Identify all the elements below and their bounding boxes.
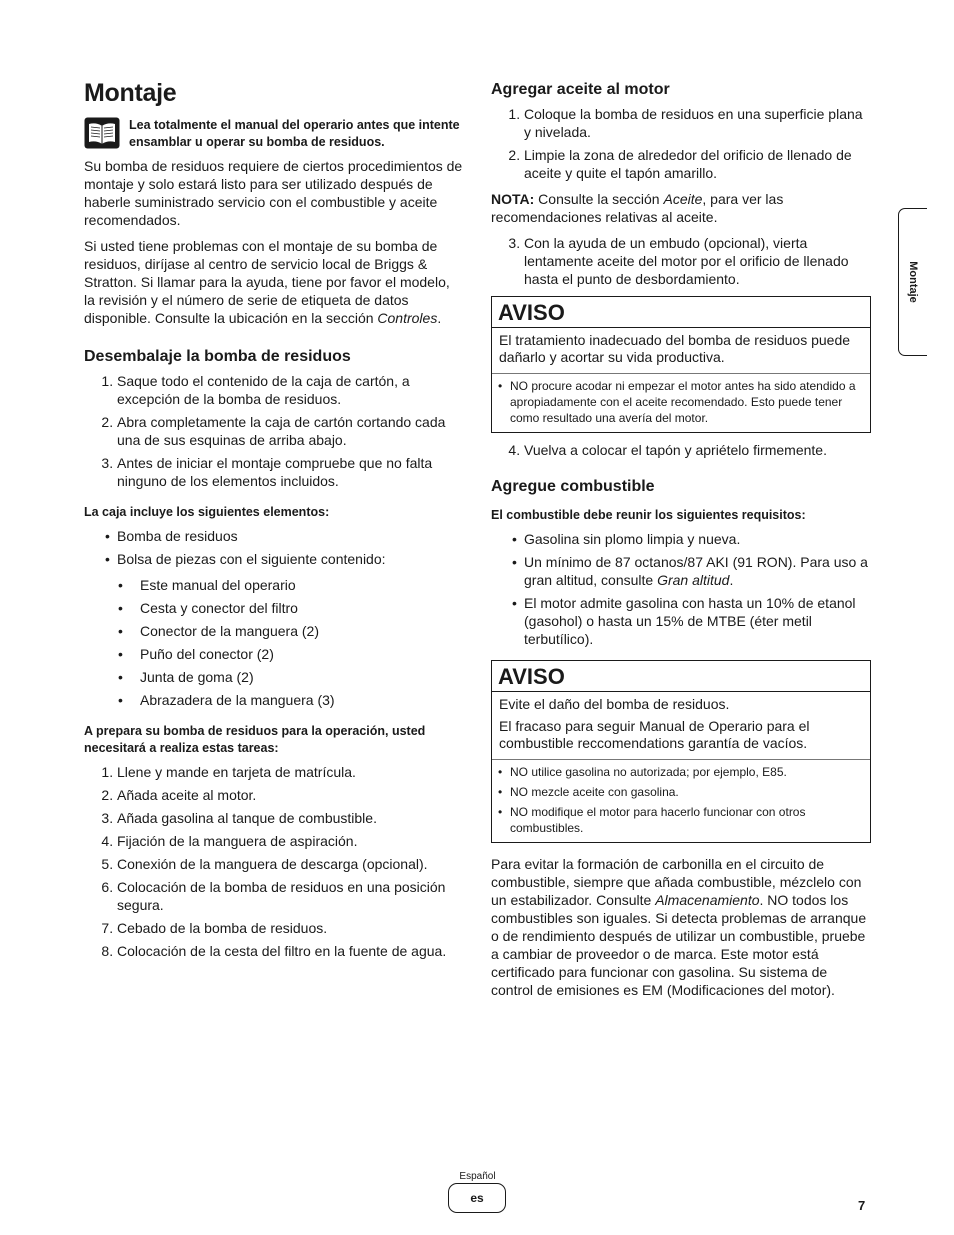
fuel-requirements-list — [491, 530, 871, 648]
aviso-text: Evite el daño del bomba de residuos. — [499, 696, 730, 712]
box-item: • Bolsa de piezas con el siguiente contenido: — [117, 550, 464, 568]
fuel-final-text-end: . NO todos los combustibles son iguales. Si detecta problemas de arranque o de rendimiento después de utilizar un combustible, pruebe a cambiar de proveedor o de marca. Este motor está certificado para funcionar con gasolina. Su sistema de control de emisiones es EM (Modificaciones del motor). — [491, 892, 867, 998]
prepare-task: 1. Llene y mande en tarjeta de matrícula. — [117, 763, 464, 781]
aviso-title: AVISO — [492, 297, 870, 328]
prepare-task: 5. Conexión de la manguera de descarga (opcional). — [117, 855, 464, 873]
fuel-requirement — [524, 553, 871, 589]
aviso-text: El tratamiento inadecuado del bomba de residuos puede dañarlo y acortar su vida productiva. — [499, 332, 851, 365]
right-column — [491, 80, 871, 1007]
note-reference: Aceite — [663, 191, 703, 207]
note-label: NOTA: — [491, 191, 535, 207]
read-manual-note — [84, 117, 464, 151]
page-number: 7 — [858, 1198, 866, 1213]
bag-contents-list — [84, 576, 464, 709]
prepare-task: 6. Colocación de la bomba de residuos en una posición segura. — [117, 878, 464, 914]
bag-item: • Puño del conector (2) — [140, 645, 464, 663]
oil-step: 3. Con la ayuda de un embudo (opcional), vierta lentamente aceite del motor por el orificio de llenado hasta el punto de desbordamiento. — [524, 234, 871, 288]
fuel-requirement: • El motor admite gasolina con hasta un 10% de etanol (gasohol) o hasta un 15% de MTBE (éter metil terbutílico). — [524, 594, 871, 648]
fuel-heading: Agregue combustible — [491, 478, 655, 495]
aviso-bullet: • NO procure acodar ni empezar el motor antes ha sido atendido a apropiadamente con el aceite recomendado. Esto puede tener como resultado una avería del motor. — [498, 378, 866, 426]
aviso-box-fuel — [491, 660, 871, 843]
footer-language: Español — [459, 1171, 496, 1182]
bag-item: • Este manual del operario — [140, 576, 464, 594]
aviso-title: AVISO — [492, 661, 870, 692]
aviso-text: El fracaso para seguir Manual de Operario para el combustible reccomendations garantía de vacíos. — [499, 718, 810, 751]
aviso-bullet: • NO mezcle aceite con gasolina. — [498, 784, 866, 800]
page-title: Montaje — [84, 79, 177, 107]
section-side-tab — [898, 208, 927, 356]
prepare-task: 2. Añada aceite al motor. — [117, 786, 464, 804]
unpack-step: 1. Saque todo el contenido de la caja de cartón, a excepción de la bomba de residuos. — [117, 372, 464, 408]
intro-paragraph-1: Su bomba de residuos requiere de ciertos procedimientos de montaje y solo estará listo para ser utilizado después de haberle suministrado servicio con el combustible y aceite recomendados. — [84, 158, 463, 228]
aviso-body — [492, 328, 870, 373]
prepare-tasks — [84, 763, 464, 960]
language-code-badge: es — [448, 1183, 506, 1213]
bag-item: • Conector de la manguera (2) — [140, 622, 464, 640]
oil-steps — [491, 105, 871, 182]
fuel-requirements-heading: El combustible debe reunir los siguientes requisitos: — [491, 508, 806, 522]
fuel-req-reference: Gran altitud — [657, 572, 730, 588]
box-contents-list — [84, 527, 464, 568]
fuel-req-end: . — [729, 572, 734, 588]
oil-note — [491, 190, 871, 226]
side-tab-label: Montaje — [907, 261, 919, 303]
prepare-heading: A prepara su bomba de residuos para la operación, usted necesitará a realiza estas tareas: — [84, 724, 426, 755]
prepare-task: 3. Añada gasolina al tanque de combustible. — [117, 809, 464, 827]
bag-item: • Abrazadera de la manguera (3) — [140, 691, 464, 709]
intro-paragraph-2 — [84, 237, 464, 327]
intro-p2-reference: Controles — [377, 310, 438, 326]
aviso-bullets — [492, 373, 870, 432]
box-contents-heading: La caja incluye los siguientes elementos: — [84, 505, 330, 519]
unpack-heading: Desembalaje la bomba de residuos — [84, 348, 351, 365]
aviso-bullet: • NO utilice gasolina no autorizada; por ejemplo, E85. — [498, 764, 866, 780]
left-column — [84, 78, 464, 968]
note-text-end: , para ver las recomendaciones relativas al aceite. — [491, 191, 784, 225]
intro-p2-end: . — [437, 310, 442, 326]
prepare-task: 8. Colocación de la cesta del filtro en la fuente de agua. — [117, 942, 464, 960]
oil-steps-final — [491, 441, 871, 459]
oil-heading: Agregar aceite al motor — [491, 81, 670, 98]
oil-steps-cont — [491, 234, 871, 288]
bag-item: • Junta de goma (2) — [140, 668, 464, 686]
unpack-steps — [84, 372, 464, 490]
box-item: • Bomba de residuos — [117, 527, 464, 545]
fuel-requirement: • Gasolina sin plomo limpia y nueva. — [524, 530, 871, 548]
fuel-final-paragraph — [491, 855, 871, 999]
note-text: Consulte la sección — [534, 191, 664, 207]
unpack-step: 3. Antes de iniciar el montaje compruebe que no falta ninguno de los elementos incluidos. — [117, 454, 464, 490]
bag-item: • Cesta y conector del filtro — [140, 599, 464, 617]
manual-note-text: Lea totalmente el manual del operario antes que intente ensamblar u operar su bomba de residuos. — [129, 118, 460, 149]
aviso-box-oil — [491, 296, 871, 433]
intro-p2-text: Si usted tiene problemas con el montaje de su bomba de residuos, diríjase al centro de servicio local de Briggs & Stratton. Si llamar para la ayuda, tiene por favor el modelo, la revisión y el número de serie de etiqueta de datos disponible. Consulte la ubicación en la sección — [84, 238, 450, 326]
oil-step: 2. Limpie la zona de alrededor del orificio de llenado de aceite y quite el tapón amarillo. — [524, 146, 871, 182]
aviso-bullet: • NO modifique el motor para hacerlo funcionar con otros combustibles. — [498, 804, 866, 836]
aviso-bullets — [492, 759, 870, 842]
prepare-task: 4. Fijación de la manguera de aspiración. — [117, 832, 464, 850]
unpack-step: 2. Abra completamente la caja de cartón cortando cada una de sus esquinas de arriba abajo. — [117, 413, 464, 449]
fuel-final-reference: Almacenamiento — [655, 892, 760, 908]
aviso-body — [492, 692, 870, 759]
prepare-task: 7. Cebado de la bomba de residuos. — [117, 919, 464, 937]
fuel-final-text: Para evitar la formación de carbonilla en el circuito de combustible, siempre que añada combustible, mézclelo con un estabilizador. Consulte — [491, 856, 862, 908]
manual-book-icon — [84, 117, 120, 149]
fuel-req-text: Un mínimo de 87 octanos/87 AKI (91 RON). Para uso a gran altitud, consulte — [524, 554, 868, 588]
oil-step: 4. Vuelva a colocar el tapón y apriételo firmemente. — [524, 441, 871, 459]
oil-step: 1. Coloque la bomba de residuos en una superficie plana y nivelada. — [524, 105, 871, 141]
